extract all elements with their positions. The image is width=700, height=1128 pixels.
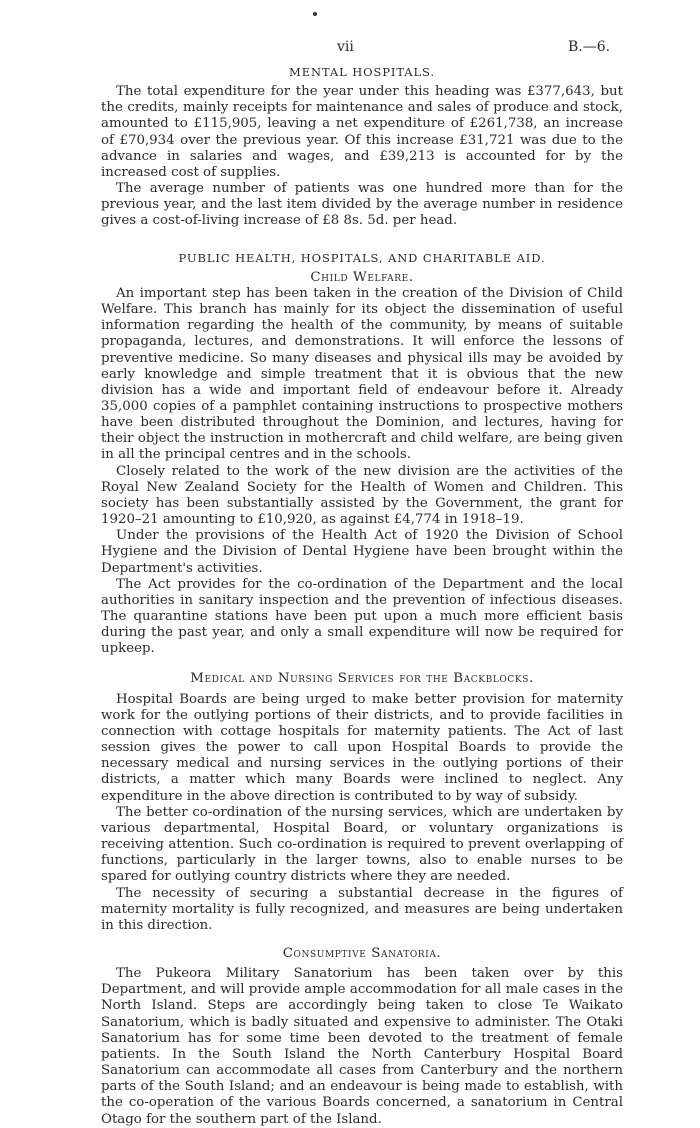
ink-dot [313, 12, 317, 16]
paragraph: The Pukeora Military Sanatorium has been taken over by this Department, and will provide ample accommodation for all male cases in the North Island. Steps are accordingly being taken to close Te Waikato Sanatorium, which is badly situated and expensive to administer. The Otaki Sanatorium has for some time been devoted to the treatment of female patients. In the South Island the North Canterbury Hospital Board Sanatorium can accommodate all cases from Canterbury and the northern parts of the South Island; and an endeavour is being made to establish, with the co-operation of the various Boards concerned, a sanatorium in Central Otago for the southern part of the Island. [101, 966, 623, 1127]
heading-backblocks: Medical and Nursing Services for the Backblocks. [190, 671, 534, 687]
paragraph: The average number of patients was one hundred more than for the previous year, and the last item divided by the average number in residence gives a cost-of-living increase of £8 8s. 5d. per head. [101, 181, 623, 229]
paragraph: The Act provides for the co-ordination of the Department and the local authorities in sanitary inspection and the prevention of infectious diseases. The quarantine stations have been put upon a much more efficient basis during the past year, and only a small expenditure will now be required for upkeep. [101, 576, 623, 657]
paragraph: The better co-ordination of the nursing services, which are undertaken by various departmental, Hospital Board, or voluntary organizations is receiving attention. Such co-ordination is required to prevent overlapping of functions, particularly in the larger towns, also to enable nurses to be spared for outlying country districts where they are needed. [101, 804, 623, 885]
report-code: B.—6. [568, 39, 611, 55]
heading-child-welfare: Child Welfare. [310, 269, 414, 285]
paragraph: Closely related to the work of the new division are the activities of the Royal New Zealand Society for the Health of Women and Children. This society has been substantially assisted by the Government, the grant for 1920–21 amounting to £10,920, as against £4,774 in 1918–19. [101, 463, 623, 528]
paragraph: The necessity of securing a substantial decrease in the figures of maternity mortality is fully recognized, and measures are being undertaken in this direction. [101, 885, 623, 933]
heading-mental-hospitals: MENTAL HOSPITALS. [289, 65, 435, 79]
heading-public-health: PUBLIC HEALTH, HOSPITALS, AND CHARITABLE AID. [178, 250, 546, 265]
paragraph: An important step has been taken in the creation of the Division of Child Welfare. This branch has mainly for its object the dissemination of useful information regarding the health of the community, by means of suitable propaganda, lectures, and demonstrations. It will enforce the lessons of preventive medicine. So many diseases and physical ills may be avoided by early knowledge and simple treatment that it is obvious that the new division has a wide and important field of endeavour before it. Already 35,000 copies of a pamphlet containing instructions to prospective mothers have been distributed throughout the Dominion, and lectures, having for their object the instruction in mothercraft and child welfare, are being given in all the principal centres and in the schools. [101, 285, 623, 463]
page-body [101, 64, 623, 1128]
heading-sanatoria: Consumptive Sanatoria. [282, 945, 442, 961]
page-number: vii [337, 39, 354, 55]
paragraph: The total expenditure for the year under this heading was £377,643, but the credits, mainly receipts for maintenance and sales of produce and stock, amounted to £115,905, leaving a net expenditure of £261,738, an increase of £70,934 over the previous year. Of this increase £31,721 was due to the advance in salaries and wages, and £39,213 is accounted for by the increased cost of supplies. [101, 84, 623, 180]
paragraph: Under the provisions of the Health Act of 1920 the Division of School Hygiene and the Division of Dental Hygiene have been brought within the Department's activities. [101, 528, 623, 576]
paragraph: Hospital Boards are being urged to make better provision for maternity work for the outlying portions of their districts, and to provide facilities in connection with cottage hospitals for maternity patients. The Act of last session gives the power to call upon Hospital Boards to provide the necessary medical and nursing services in the outlying portions of their districts, a matter which many Boards were inclined to neglect. Any expenditure in the above direction is contributed to by way of subsidy. [101, 691, 623, 804]
